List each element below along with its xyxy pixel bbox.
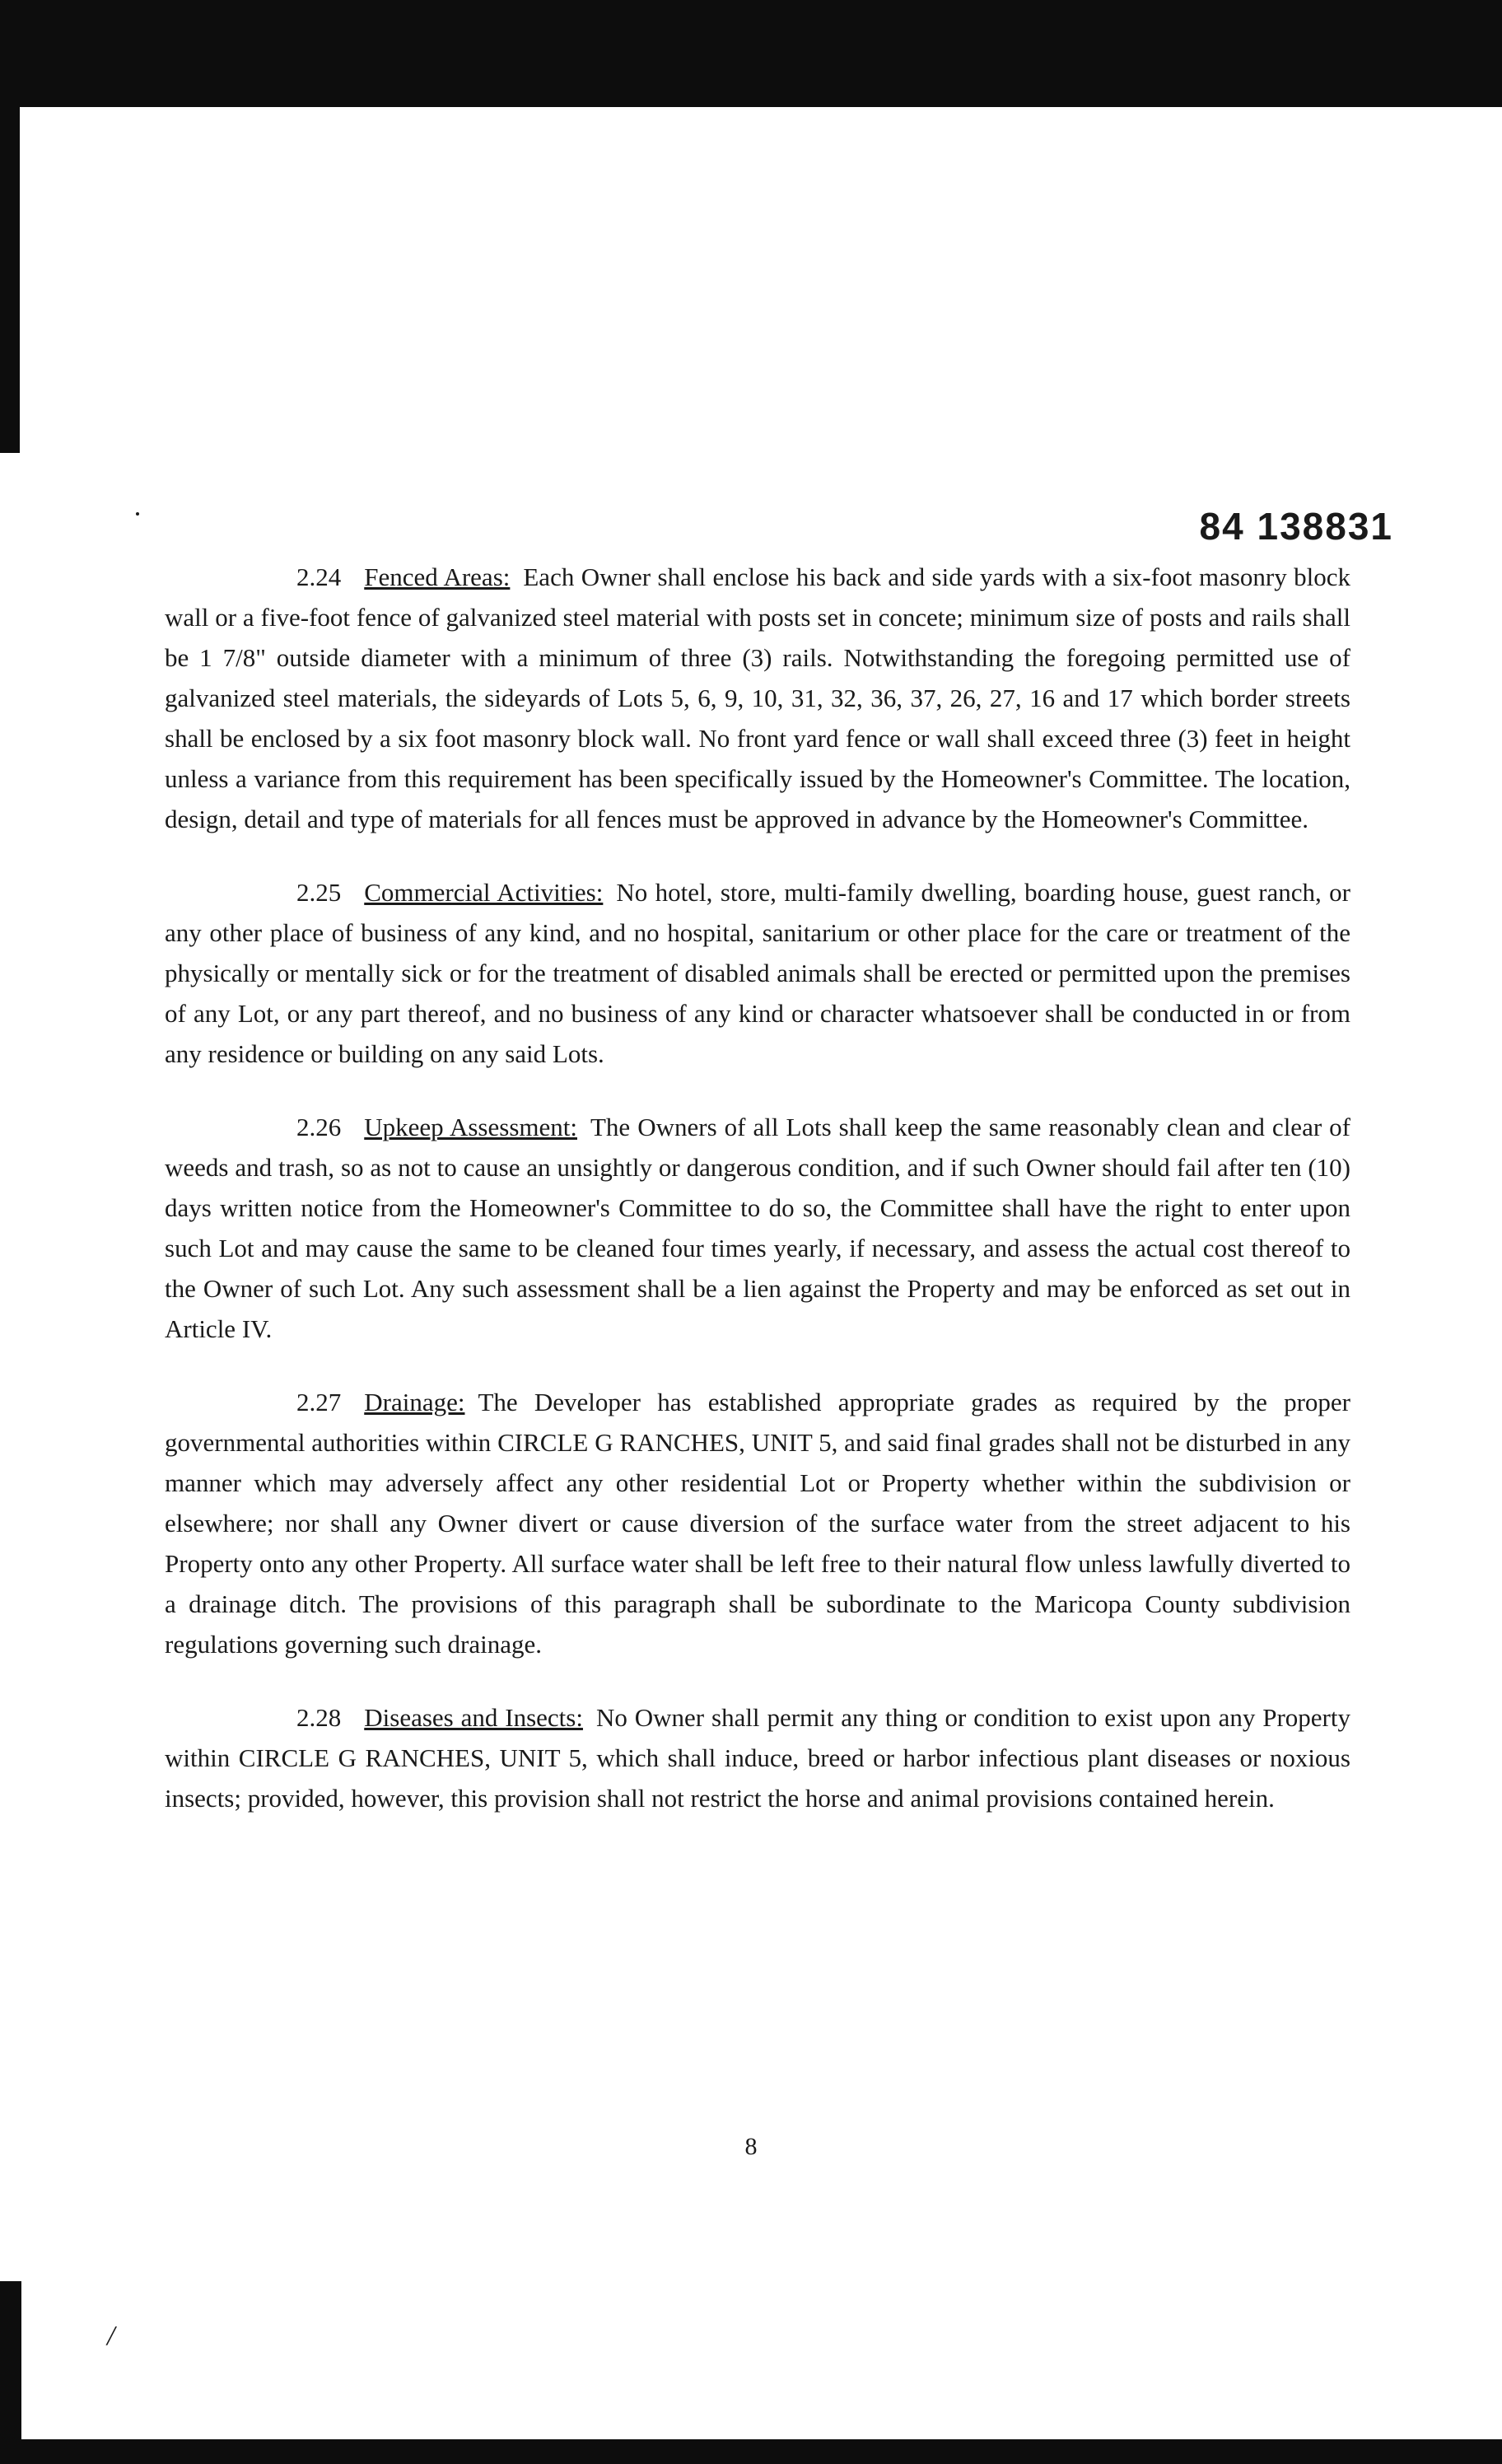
section-title: Diseases and Insects: — [364, 1703, 583, 1732]
section-2-26 — [165, 1107, 1350, 1349]
section-body: No Owner shall permit any thing or condition to exist upon any Property within CIRCLE G RANCHES, UNIT 5, which shall induce, breed or harbor infectious plant diseases or noxious insects; provided, however, this provision shall not restrict the horse and animal provisions contained herein. — [165, 1703, 1350, 1813]
section-title: Drainage: — [364, 1388, 465, 1416]
document-number: 84 138831 — [1199, 505, 1393, 548]
section-2-27 — [165, 1382, 1350, 1664]
document-body — [165, 557, 1350, 1851]
section-body: No hotel, store, multi-family dwelling, boarding house, guest ranch, or any other place of business of any kind, and no hospital, sanitarium or other place for the care or treatment of the physically or mentally sick or for the treatment of disabled animals shall be erected or permitted upon the premises of any Lot, or any part thereof, and no business of any kind or character whatsoever shall be conducted in or from any residence or building on any said Lots. — [165, 878, 1350, 1068]
section-number: 2.27 — [296, 1388, 342, 1416]
section-body: Each Owner shall enclose his back and side yards with a six-foot masonry block wall or a five-foot fence of galvanized steel material with posts set in concete; minimum size of posts and rails shall be 1 7/8" outside diameter with a minimum of three (3) rails. Notwithstanding the foregoing permitted use of galvanized steel materials, the sideyards of Lots 5, 6, 9, 10, 31, 32, 36, 37, 26, 27, 16 and 17 which border streets shall be enclosed by a six foot masonry block wall. No front yard fence or wall shall exceed three (3) feet in height unless a variance from this requirement has been specifically issued by the Homeowner's Committee. The location, design, detail and type of materials for all fences must be approved in advance by the Homeowner's Committee. — [165, 562, 1350, 833]
section-2-24 — [165, 557, 1350, 839]
page-number: 8 — [744, 2133, 758, 2160]
scan-speck — [136, 512, 139, 516]
section-number: 2.26 — [296, 1113, 342, 1141]
section-body: The Developer has established appropriate grades as required by the proper governmental authorities within CIRCLE G RANCHES, UNIT 5, and said final grades shall not be disturbed in any manner which may adversely affect any other residential Lot or Property whether within the subdivision or elsewhere; nor shall any Owner divert or cause diversion of the surface water from the street adjacent to his Property onto any other Property. All surface water shall be left free to their natural flow unless lawfully diverted to a drainage ditch. The provisions of this paragraph shall be subordinate to the Maricopa County subdivision regulations governing such drainage. — [165, 1388, 1350, 1659]
section-title: Commercial Activities: — [364, 878, 604, 907]
scan-border-bottom-left — [0, 2281, 21, 2464]
section-title: Fenced Areas: — [364, 562, 511, 591]
section-body: The Owners of all Lots shall keep the same reasonably clean and clear of weeds and trash, so as not to cause an unsightly or dangerous condition, and if such Owner should fail after ten (10) days written notice from the Homeowner's Committee to do so, the Committee shall have the right to enter upon such Lot and may cause the same to be cleaned four times yearly, if necessary, and assess the actual cost thereof to the Owner of such Lot. Any such assessment shall be a lien against the Property and may be enforced as set out in Article IV. — [165, 1113, 1350, 1343]
scan-border-left — [0, 107, 20, 453]
scan-border-bottom — [0, 2439, 1502, 2464]
section-title: Upkeep Assessment: — [364, 1113, 577, 1141]
margin-pen-mark: / — [107, 2321, 115, 2351]
scan-border-top — [0, 0, 1502, 107]
section-2-25 — [165, 872, 1350, 1074]
section-2-28 — [165, 1697, 1350, 1818]
section-number: 2.25 — [296, 878, 342, 907]
section-number: 2.28 — [296, 1703, 342, 1732]
section-number: 2.24 — [296, 562, 342, 591]
